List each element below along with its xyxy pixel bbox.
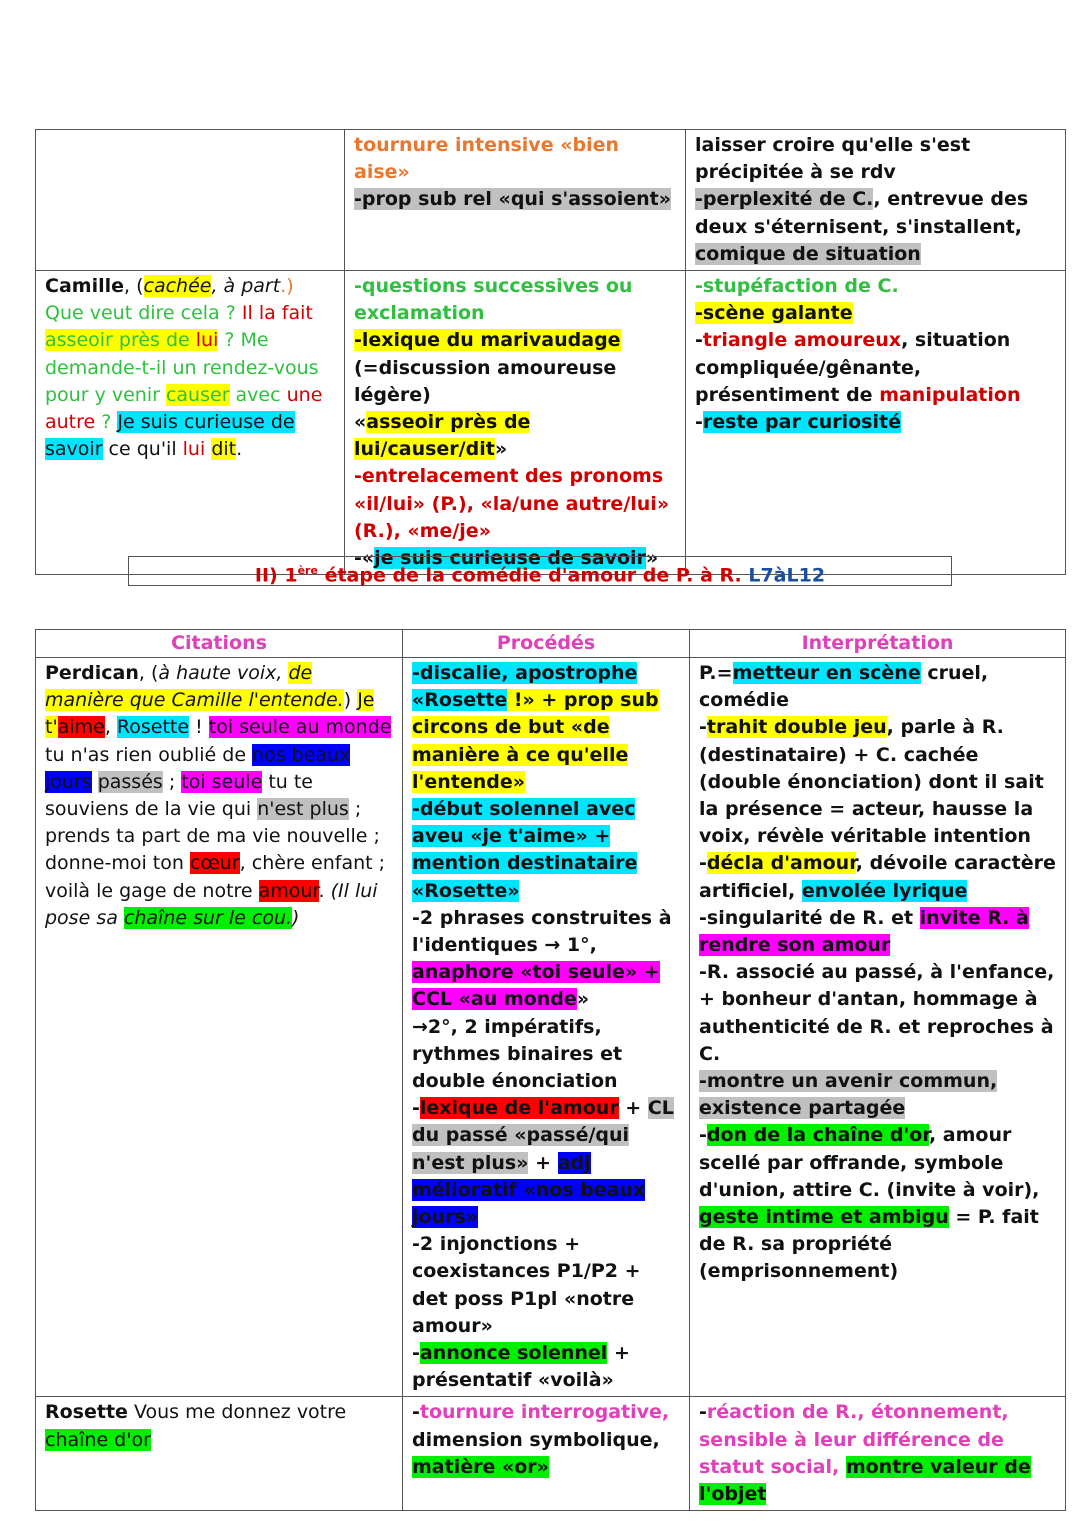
citation-text: tu n'as rien oublié de — [45, 743, 253, 766]
interpretation-text: , entrevue des deux s'éternisent, s'installent, — [695, 188, 1029, 238]
interpretation-text: , dévoile caractère artificiel, — [699, 852, 1056, 902]
citation-text: avec — [229, 383, 287, 406]
interpretation-text: - — [699, 1401, 707, 1424]
citation-cell — [36, 271, 345, 575]
procede-text: (=discussion amoureuse légère) — [354, 356, 617, 406]
procede-text: -discalie, apostrophe «Rosette — [412, 662, 638, 712]
interpretation-text: - — [695, 411, 703, 434]
procede-text: anaphore «toi seule» + CCL «au monde — [412, 961, 660, 1011]
table-row — [36, 658, 1066, 1397]
citation-text: n'est plus — [257, 798, 349, 821]
citation-text: asseoir près de — [45, 329, 196, 352]
citation-text: Vous me donnez votre — [127, 1401, 347, 1424]
citation-cell — [36, 130, 345, 271]
column-header-procedes: Procédés — [403, 630, 690, 658]
top-analysis-table — [35, 129, 1066, 575]
interpretation-text: triangle amoureux — [702, 329, 902, 352]
interpretation-text: -R. associé au passé, à l'enfance, + bonheur d'antan, hommage à authenticité de R. et reproches à C. — [699, 961, 1055, 1065]
speaker-name: Perdican — [45, 662, 139, 684]
section-title-sup: ère — [297, 564, 318, 577]
citation-cell — [36, 1397, 403, 1511]
interpretation-text: -singularité de R. et — [699, 906, 920, 929]
citation-text: Rosette — [116, 716, 190, 739]
procede-text: dimension symbolique, — [412, 1428, 660, 1451]
procede-text: - — [412, 1342, 420, 1365]
citation-text: la fait — [258, 302, 313, 325]
citation-text: cachée — [143, 275, 212, 298]
table-row — [36, 271, 1066, 575]
interpretation-text: -perplexité de C. — [695, 188, 874, 211]
procede-text: - — [412, 1097, 420, 1120]
section-title — [128, 556, 952, 586]
citation-text: . — [318, 879, 331, 902]
citation-text: amour — [258, 879, 319, 902]
table-row — [36, 130, 1066, 271]
procede-text: -début solennel avec aveu «je t'aime» + mention destinataire «Rosette» — [412, 798, 638, 902]
interpretation-text: don de la chaîne d'or — [706, 1124, 929, 1147]
procede-text: !» + prop sub circons de but «de manière à ce qu'elle l'entende» — [412, 689, 659, 793]
citation-text: chaîne d'or — [45, 1428, 151, 1451]
column-header-citations: Citations — [36, 630, 403, 658]
procede-text: « — [354, 411, 367, 434]
procede-cell — [403, 658, 690, 1397]
procede-text: lexique de l'amour — [419, 1097, 619, 1120]
citation-text: Il — [235, 302, 259, 325]
interpretation-cell — [686, 271, 1066, 575]
citation-text: ? — [95, 411, 118, 434]
table-row — [36, 1397, 1066, 1511]
procede-text: -« — [354, 547, 375, 570]
citation-cell — [36, 658, 403, 1397]
column-header-interpretation: Interprétation — [690, 630, 1066, 658]
citation-text: tu te souviens de la vie qui — [45, 770, 313, 821]
interpretation-text: -stupéfaction de C. — [695, 275, 899, 298]
citation-text: Je suis curieuse de savoir — [45, 411, 295, 461]
procede-text: annonce solennel — [419, 1342, 608, 1365]
citation-text: une autre — [45, 383, 323, 434]
interpretation-text: invite R. à rendre son amour — [699, 906, 1029, 957]
procede-text: -prop sub rel «qui s'assoient» — [354, 188, 671, 211]
section-title-text: étape de la comédie d'amour de P. à R. — [317, 564, 749, 587]
interpretation-text: manipulation — [879, 383, 1021, 406]
procede-text: -questions successives ou exclamation — [354, 275, 633, 325]
procede-text: » — [494, 438, 508, 461]
citation-text: causer — [165, 383, 230, 406]
procede-text: matière «or» — [412, 1455, 549, 1478]
procede-text: + — [528, 1151, 558, 1174]
citation-text: toi seule — [181, 770, 263, 793]
citation-text: ? Me demande-t-il un rendez-vous pour y venir — [45, 329, 319, 406]
interpretation-text: comique de situation — [695, 242, 921, 265]
citation-text: . — [236, 438, 243, 461]
citation-text: Je t' — [45, 689, 375, 739]
procede-text: -2 injonctions + coexistances P1/P2 + det poss P1pl «notre amour» — [412, 1233, 641, 1337]
procede-text: tournure intensive «bien aise» — [354, 134, 619, 184]
interpretation-text: , parle à R. (destinataire) + C. cachée (double énonciation) dont il sait la présence = acteur, hausse la voix, révèle véritable intention — [699, 716, 1044, 848]
procede-cell — [345, 130, 686, 271]
procede-text: + — [618, 1097, 648, 1120]
citation-text: ) — [343, 689, 358, 712]
citation-text: , chère enfant ; voilà le gage de notre — [45, 852, 386, 902]
citation-text: ! — [189, 716, 209, 739]
procede-text: » — [645, 547, 659, 570]
interpretation-text: -montre un avenir commun, existence partagée — [699, 1070, 998, 1120]
interpretation-text: envolée lyrique — [801, 879, 968, 902]
interpretation-text: , situation compliquée/gênante, présentiment de — [695, 329, 1011, 406]
interpretation-text: décla d'amour — [706, 852, 856, 875]
citation-text: , — [104, 716, 117, 739]
interpretation-text: = P. fait de R. sa propriété (emprisonnement) — [699, 1206, 1039, 1283]
procede-text: -entrelacement des pronoms «il/lui» (P.), «la/une autre/lui» (R.), «me/je» — [354, 465, 670, 542]
citation-text: passés — [97, 770, 163, 793]
citation-text: aime — [57, 716, 105, 739]
citation-text: lui — [182, 438, 206, 461]
interpretation-text: P.= — [699, 662, 733, 684]
procede-text: asseoir près de lui/causer/dit — [354, 411, 531, 461]
citation-text: toi seule au monde — [208, 716, 392, 739]
procede-text: - — [412, 1401, 420, 1424]
citation-text: ce qu'il — [102, 438, 183, 461]
section-title-text: II) 1 — [254, 564, 298, 587]
citation-text: à haute voix, — [158, 662, 289, 684]
citation-text: lui — [195, 329, 219, 352]
interpretation-text: cruel, comédie — [699, 662, 989, 712]
citation-text: ; prends ta part de ma vie nouvelle ; donne-moi ton — [45, 798, 380, 875]
table-header-row — [36, 630, 1066, 658]
citation-text: , ( — [124, 275, 144, 298]
interpretation-cell — [690, 658, 1066, 1397]
procede-text: →2°, 2 impératifs, rythmes binaires et double énonciation — [412, 1015, 623, 1093]
interpretation-text: - — [699, 1124, 707, 1147]
procede-text: CL du passé «passé/qui n'est plus» — [412, 1097, 674, 1174]
interpretation-cell — [686, 130, 1066, 271]
procede-cell — [403, 1397, 690, 1511]
interpretation-text: réaction de R., étonnement, sensible à leur différence de statut social, — [699, 1401, 1009, 1478]
citation-text: cœur — [189, 852, 240, 875]
procede-text: tournure interrogative, — [419, 1401, 670, 1424]
interpretation-text: , amour scellé par offrande, symbole d'union, attire C. (invite à voir), — [699, 1124, 1040, 1201]
interpretation-text: reste par curiosité — [702, 411, 901, 434]
interpretation-text: laisser croire qu'elle s'est précipitée à se rdv — [695, 134, 971, 184]
bottom-analysis-table — [35, 629, 1066, 1511]
citation-text: (Il lui pose sa — [45, 879, 378, 929]
citation-text: chaîne sur le cou. — [123, 906, 293, 929]
citation-text: de manière que Camille l'entende. — [45, 662, 344, 712]
interpretation-text: - — [695, 329, 703, 352]
citation-text: Que veut dire cela ? — [45, 302, 236, 325]
citation-text: , à part — [211, 275, 281, 298]
line-reference: L7àL12 — [748, 564, 826, 587]
citation-text: ) — [292, 906, 300, 929]
citation-text: .) — [280, 275, 294, 298]
procede-cell — [345, 271, 686, 575]
procede-text: + présentatif «voilà» — [412, 1342, 630, 1392]
interpretation-text: montre valeur de l'objet — [699, 1455, 1031, 1506]
interpretation-text: - — [699, 716, 707, 739]
procede-text: -2 phrases construites à l'identiques → 1°, — [412, 906, 672, 957]
citation-text: nos beaux jours — [45, 743, 351, 793]
interpretation-text: trahit double jeu — [706, 716, 887, 739]
interpretation-text: -scène galante — [695, 302, 853, 325]
citation-text: dit — [211, 438, 237, 461]
procede-text: adj mélioratif «nos beaux jours» — [412, 1151, 646, 1229]
procede-text: je suis curieuse de savoir — [374, 547, 646, 570]
interpretation-cell — [690, 1397, 1066, 1511]
citation-text — [92, 771, 98, 793]
procede-text: » — [576, 988, 589, 1011]
interpretation-text: - — [699, 852, 707, 875]
interpretation-text: geste intime et ambigu — [699, 1206, 949, 1229]
interpretation-text: metteur en scène — [732, 662, 921, 684]
procede-text: -lexique du marivaudage — [354, 329, 621, 352]
citation-text: ; — [162, 770, 182, 793]
speaker-name: Rosette — [45, 1401, 128, 1424]
speaker-name: Camille — [45, 275, 124, 298]
citation-text: , ( — [138, 662, 159, 684]
